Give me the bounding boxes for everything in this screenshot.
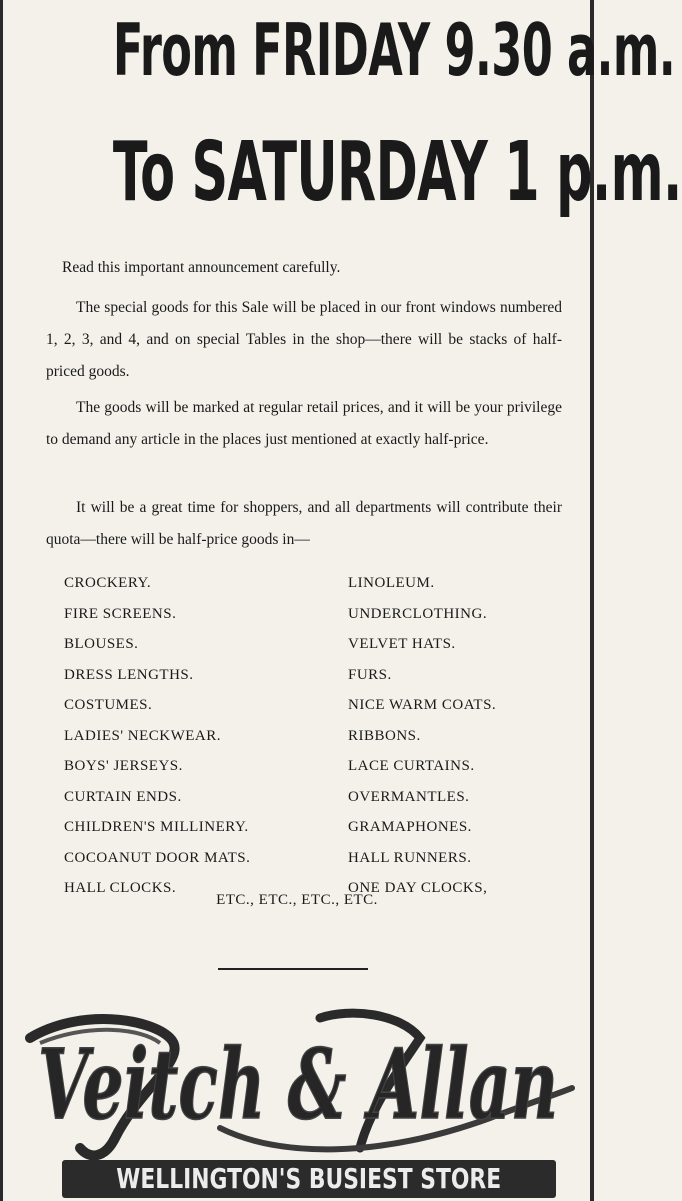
logo-script-text: Veitch & Allan xyxy=(38,1028,558,1141)
departments-paragraph: It will be a great time for shoppers, and all departments will contribute their quota—there will be half-price goods in— xyxy=(46,499,562,548)
list-item: GRAMAPHONES. xyxy=(348,819,472,835)
veitch-allan-logo xyxy=(20,998,576,1168)
goods-list-right-column xyxy=(348,568,496,904)
list-item: FURS. xyxy=(348,666,392,683)
goods-list-left-column xyxy=(64,568,250,904)
list-item: DRESS LENGTHS. xyxy=(64,666,194,683)
list-item: VELVET HATS. xyxy=(348,636,456,652)
list-item: CHILDREN'S MILLINERY. xyxy=(64,819,249,835)
list-item: BLOUSES. xyxy=(64,636,139,652)
intro-paragraph: Read this important announcement carefully. xyxy=(62,259,341,276)
half-price-paragraph: The goods will be marked at regular retail prices, and it will be your privilege to demand any article in the places just mentioned at exactly half-price. xyxy=(46,399,562,448)
list-item: CURTAIN ENDS. xyxy=(64,788,182,805)
etc-line: ETC., ETC., ETC., ETC. xyxy=(216,892,378,908)
list-item: UNDERCLOTHING. xyxy=(348,605,488,622)
tagline-text: WELLINGTON'S BUSIEST STORE xyxy=(116,1162,502,1195)
list-item: LADIES' NECKWEAR. xyxy=(64,727,222,744)
list-item: LINOLEUM. xyxy=(348,575,435,591)
list-item: ONE DAY CLOCKS, xyxy=(348,880,488,896)
list-item: CROCKERY. xyxy=(64,575,152,591)
list-item: LACE CURTAINS. xyxy=(348,758,475,774)
list-item: NICE WARM COATS. xyxy=(348,697,497,713)
tagline-banner xyxy=(62,1160,556,1198)
divider-rule xyxy=(218,968,368,970)
list-item: COCOANUT DOOR MATS. xyxy=(64,849,251,866)
list-item: BOYS' JERSEYS. xyxy=(64,758,183,774)
list-item: OVERMANTLES. xyxy=(348,788,470,805)
list-item: FIRE SCREENS. xyxy=(64,605,177,622)
list-item: RIBBONS. xyxy=(348,727,421,744)
headline-from-friday: From FRIDAY 9.30 a.m. xyxy=(112,8,676,92)
list-item: HALL CLOCKS. xyxy=(64,880,177,896)
list-item: HALL RUNNERS. xyxy=(348,849,472,866)
logo-script-graphic xyxy=(20,998,576,1168)
list-item: COSTUMES. xyxy=(64,697,153,713)
special-goods-paragraph: The special goods for this Sale will be placed in our front windows numbered 1, 2, 3, and 4, and on special Tables in the shop—there will be stacks of half-priced goods. xyxy=(46,299,562,380)
headline-to-saturday: To SATURDAY 1 p.m. xyxy=(112,125,682,220)
